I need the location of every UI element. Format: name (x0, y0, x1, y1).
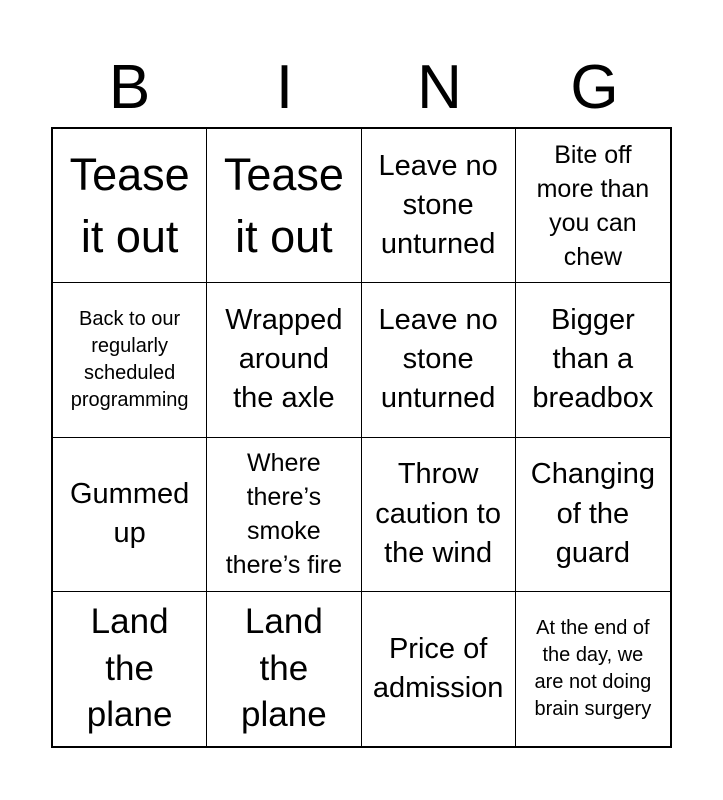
bingo-cell (53, 283, 207, 437)
cell-text: Bite off more than you can chew (536, 140, 650, 271)
bingo-cell (207, 129, 361, 283)
cell-text: Throw caution to the wind (375, 458, 501, 569)
bingo-cell (362, 438, 516, 592)
cell-text: Leave no stone unturned (378, 304, 498, 415)
bingo-cell (516, 129, 670, 283)
header-letter-g: G (570, 53, 619, 122)
cell-text: Tease it out (223, 149, 344, 262)
bingo-cell (207, 438, 361, 592)
cell-text: Back to our regularly scheduled programming (70, 307, 189, 412)
bingo-cell (516, 283, 670, 437)
cell-text: At the end of the day, we are not doing brain surgery (534, 616, 652, 721)
cell-text: Tease it out (69, 149, 190, 262)
cell-text: Land the plane (241, 602, 327, 735)
bingo-cell (362, 592, 516, 746)
bingo-cell (53, 129, 207, 283)
bingo-board (51, 127, 672, 748)
header-letter-i: I (275, 53, 294, 122)
cell-text: Wrapped around the axle (225, 304, 343, 415)
cell-text: Where there’s smoke there’s fire (225, 449, 342, 580)
cell-text: Price of admission (372, 632, 504, 704)
cell-text: Changing of the guard (530, 458, 655, 569)
bingo-cell (516, 592, 670, 746)
cell-text: Leave no stone unturned (378, 149, 498, 261)
bingo-cell (207, 283, 361, 437)
bingo-header (52, 52, 672, 124)
bingo-cell (207, 592, 361, 746)
cell-text: Land the plane (86, 602, 173, 735)
header-letter-n: N (417, 53, 462, 122)
bingo-cell (362, 283, 516, 437)
bingo-cell (516, 438, 670, 592)
cell-text: Gummed up (69, 477, 190, 550)
header-letter-b: B (108, 53, 151, 122)
bingo-cell (53, 592, 207, 746)
bingo-cell (53, 438, 207, 592)
cell-text: Bigger than a breadbox (532, 304, 654, 415)
bingo-cell (362, 129, 516, 283)
